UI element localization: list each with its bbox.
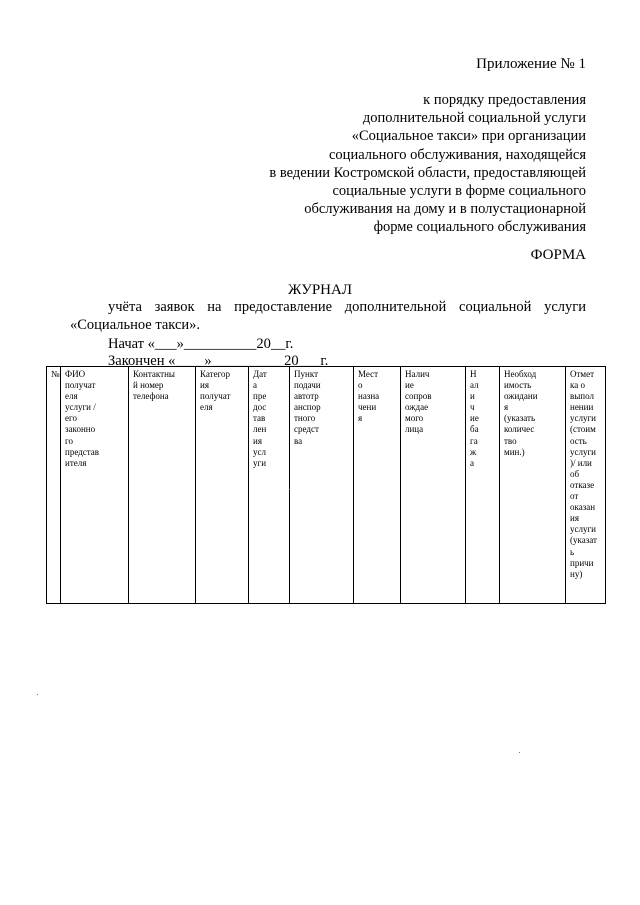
column-header-line: №	[51, 369, 60, 379]
appendix-title: Приложение № 1	[476, 56, 586, 72]
column-header-line: Необход	[504, 369, 537, 379]
scan-speck	[519, 752, 520, 753]
column-header-line: ожидани	[504, 391, 538, 402]
appendix-line: обслуживания на дому и в полустационарной	[304, 201, 586, 218]
column-header-line: (указать	[504, 413, 536, 424]
column-header	[129, 367, 196, 604]
column-header-line: Категор	[200, 369, 231, 379]
column-header-line: о	[358, 380, 363, 391]
column-header-line: еля	[200, 402, 213, 413]
appendix-line: дополнительной социальной услуги	[362, 110, 586, 127]
column-header-line: (указат	[570, 535, 597, 546]
column-header-line: количес	[504, 424, 535, 435]
column-header-line: назна	[358, 391, 380, 402]
appendix-line: социальные услуги в форме социального	[332, 183, 586, 200]
column-header-line: получат	[65, 380, 96, 391]
column-header	[47, 367, 61, 604]
journal-title: ЖУРНАЛ	[287, 282, 353, 298]
column-header-line: лица	[405, 424, 424, 435]
column-header-line: ну)	[570, 568, 583, 579]
column-header	[401, 367, 466, 604]
column-header-line: об	[570, 468, 580, 479]
appendix-description	[186, 91, 586, 237]
column-header-line: Отмет	[570, 369, 595, 379]
column-header-line: лен	[253, 424, 267, 435]
column-header-line: подачи	[294, 380, 321, 391]
column-header	[466, 367, 500, 604]
column-header-line: Н	[470, 369, 477, 379]
appendix-line: в ведении Костромской области, предоставляющей	[269, 164, 586, 181]
column-header-line: ителя	[65, 457, 87, 468]
column-header-line: законно	[65, 424, 96, 435]
column-header-line: выпол	[570, 391, 594, 402]
journal-started-date: Начат «___»__________20__г.	[108, 336, 294, 352]
column-header-line: чени	[358, 402, 377, 413]
column-header-line: ка о	[570, 380, 585, 391]
column-header-line: уги	[253, 457, 267, 468]
appendix-line: к порядку предоставления	[423, 92, 586, 108]
column-header-line: имость	[504, 380, 532, 391]
column-header-line: ж	[470, 446, 477, 457]
column-header-line: ие	[470, 413, 479, 424]
column-header	[249, 367, 290, 604]
column-header-line: ФИО	[65, 369, 86, 379]
column-header-line: Налич	[405, 369, 430, 379]
column-header-line: ь	[570, 546, 575, 557]
column-header-line: причи	[570, 557, 594, 568]
column-header-line: пре	[253, 391, 267, 402]
column-header-line: го	[65, 435, 73, 446]
column-header-line: га	[470, 435, 478, 446]
column-header-line: еля	[65, 391, 78, 402]
column-header-line: Дат	[253, 369, 267, 379]
column-header-line: средст	[294, 424, 319, 435]
appendix-line: социального обслуживания, находящейся	[329, 146, 586, 163]
column-header-line: анспор	[294, 402, 321, 413]
column-header-line: ч	[470, 402, 475, 413]
scan-speck	[289, 489, 290, 490]
column-header-line: ия	[570, 513, 579, 524]
form-label: ФОРМА	[530, 247, 586, 263]
column-header-line: усл	[253, 446, 266, 457]
column-header-line: услуги	[570, 446, 596, 457]
column-header-line: дос	[253, 402, 267, 413]
column-header-line: оказан	[570, 502, 596, 513]
appendix-line: «Социальное такси» при организации	[351, 128, 586, 145]
column-header-line: нении	[570, 402, 594, 413]
column-header-line: мого	[405, 413, 424, 424]
column-header-line: ал	[470, 380, 479, 391]
column-header-line: телефона	[133, 391, 169, 402]
column-header-line: получат	[200, 391, 231, 402]
column-header-line: представ	[65, 446, 100, 457]
column-header-line: ие	[405, 380, 414, 391]
scan-speck	[37, 694, 38, 695]
column-header-line: (стоим	[570, 424, 596, 435]
column-header-line: ия	[253, 435, 262, 446]
column-header-line: ость	[570, 435, 587, 446]
column-header	[61, 367, 129, 604]
column-header-line: ба	[470, 424, 479, 435]
column-header-line: Контактны	[133, 369, 175, 379]
column-header-line: от	[570, 491, 579, 502]
column-header-line: Пункт	[294, 369, 319, 379]
column-header-line: отказе	[570, 479, 595, 490]
journal-subtitle-line: «Социальное такси».	[70, 317, 201, 333]
column-header-line: я	[358, 413, 363, 424]
column-header-line: сопров	[405, 391, 432, 402]
column-header-line: услуги	[570, 524, 596, 535]
appendix-line: форме социального обслуживания	[373, 219, 586, 236]
column-header-line: тав	[253, 413, 266, 424]
column-header-line: я	[504, 402, 509, 413]
column-header	[354, 367, 401, 604]
column-header-line: тво	[504, 435, 517, 446]
column-header-line: )/ или	[570, 457, 592, 468]
journal-subtitle-line: учёта заявок на предоставление дополнительной социальной услуги	[108, 299, 586, 315]
journal-subtitle	[70, 298, 586, 334]
table-header-row	[47, 367, 606, 604]
column-header-line: его	[65, 413, 77, 424]
column-header	[500, 367, 566, 604]
column-header-line: а	[253, 380, 257, 391]
column-header-line: автотр	[294, 391, 319, 402]
column-header	[196, 367, 249, 604]
column-header-line: услуги /	[65, 402, 96, 413]
column-header-line: услуги	[570, 413, 596, 424]
column-header-line: ия	[200, 380, 209, 391]
column-header	[566, 367, 606, 604]
column-header-line: ва	[294, 435, 303, 446]
column-header	[290, 367, 354, 604]
column-header-line: Мест	[358, 369, 379, 379]
journal-table	[46, 366, 606, 604]
journal-finished-date: Закончен «____»__________20___г.	[108, 353, 329, 369]
column-header-line: й номер	[133, 380, 164, 391]
column-header-line: а	[470, 457, 474, 468]
column-header-line: ождае	[405, 402, 429, 413]
column-header-line: мин.)	[504, 446, 525, 457]
column-header-line: и	[470, 391, 475, 402]
column-header-line: тного	[294, 413, 316, 424]
